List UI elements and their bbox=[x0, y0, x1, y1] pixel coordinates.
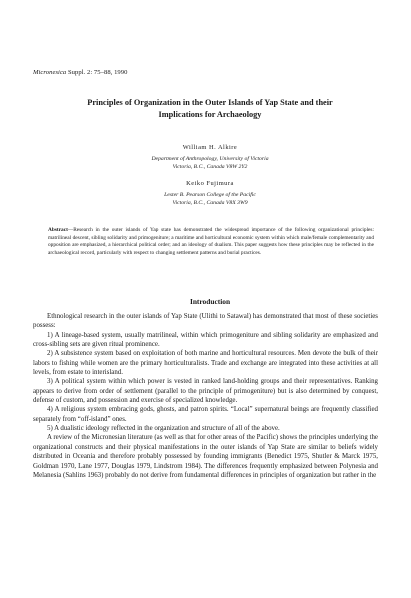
body-text bbox=[33, 312, 378, 480]
title-line-1: Principles of Organization in the Outer Islands of Yap State and their bbox=[87, 98, 333, 107]
author-affiliation bbox=[60, 156, 360, 171]
author-name: Keiko Fujimura bbox=[186, 180, 234, 187]
abstract-label: Abstract bbox=[48, 227, 68, 233]
title-line-2: Implications for Archaeology bbox=[158, 109, 262, 119]
paragraph: A review of the Micronesian literature (as well as that for other areas of the Pacific) shows the principles underlying the organizational constructs and their physical manifestations in the outer islands of Yap State are similar to beliefs widely distributed in Oceania and therefore probably possessed by founding immigrants (Benedict 1975, Shutler & Marck 1975, Goldman 1970, Lane 1977, Douglas 1979, Lindstrom 1984). The differences frequently emphasized between Polynesia and Melanesia (Sahlins 1963) probably do not derive from fundamental differences in principles of organization but rather in the bbox=[33, 434, 378, 479]
paragraph: 3) A political system within which power is vested in ranked land-holding groups and their representatives. Ranking appears to derive from order of settlement (parallel to the principle of primogeniture) but is also determined by conquest, defense of custom, and possession and exercise of specialized knowledge. bbox=[33, 378, 378, 405]
citation-info: Suppl. 2: 75–88, 1990 bbox=[67, 69, 128, 76]
paper-title bbox=[60, 97, 360, 120]
section-heading: Introduction bbox=[189, 297, 231, 306]
author-affiliation bbox=[60, 192, 360, 207]
author-name: William H. Alkire bbox=[182, 144, 238, 151]
abstract bbox=[48, 227, 374, 258]
abstract-text: —Research in the outer islands of Yap state has demonstrated the widespread importance of the following organizational principles: matrilineal descent, sibling solidarity and primogeniture; a maritime and horticultural economic system within which male/female complementarity and opposition are emphasized, a hierarchical political order; and an ideology of dualism. This paper suggests how these principles may be reflected in the archaeological record, particularly with respect to changing settlement patterns and burial practices. bbox=[48, 227, 374, 256]
paragraph: Ethnological research in the outer islands of Yap State (Ulithi to Satawal) has demonstrated that most of these societies possess: bbox=[33, 313, 378, 330]
journal-citation bbox=[33, 69, 127, 76]
paragraph: 2) A subsistence system based on exploitation of both marine and horticultural resources. Men devote the bulk of their labors to fishing while women are the primary horticulturalists. Trade and exchange are integrated into these activities at all levels, from estate to interisland. bbox=[33, 350, 378, 377]
affiliation-line: Victoria, B.C., Canada V8W 2Y2 bbox=[172, 163, 248, 170]
affiliation-line: Victoria, B.C., Canada V8X 3W9 bbox=[172, 199, 248, 206]
affiliation-line: Lester B. Pearson College of the Pacific bbox=[164, 192, 256, 198]
journal-name: Micronesica bbox=[33, 69, 67, 76]
paragraph: 1) A lineage-based system, usually matrilineal, within which primogeniture and sibling solidarity are emphasized and cross-sibling sets are given ritual prominence. bbox=[33, 331, 378, 349]
paragraph: 5) A dualistic ideology reflected in the organization and structure of all of the above. bbox=[47, 425, 280, 433]
affiliation-line: Department of Anthropology, University of Victoria bbox=[151, 156, 269, 162]
paragraph: 4) A religious system embracing gods, ghosts, and patron spirits. “Local” supernatural beings are frequently classified separately from “off-island” ones. bbox=[33, 406, 378, 423]
